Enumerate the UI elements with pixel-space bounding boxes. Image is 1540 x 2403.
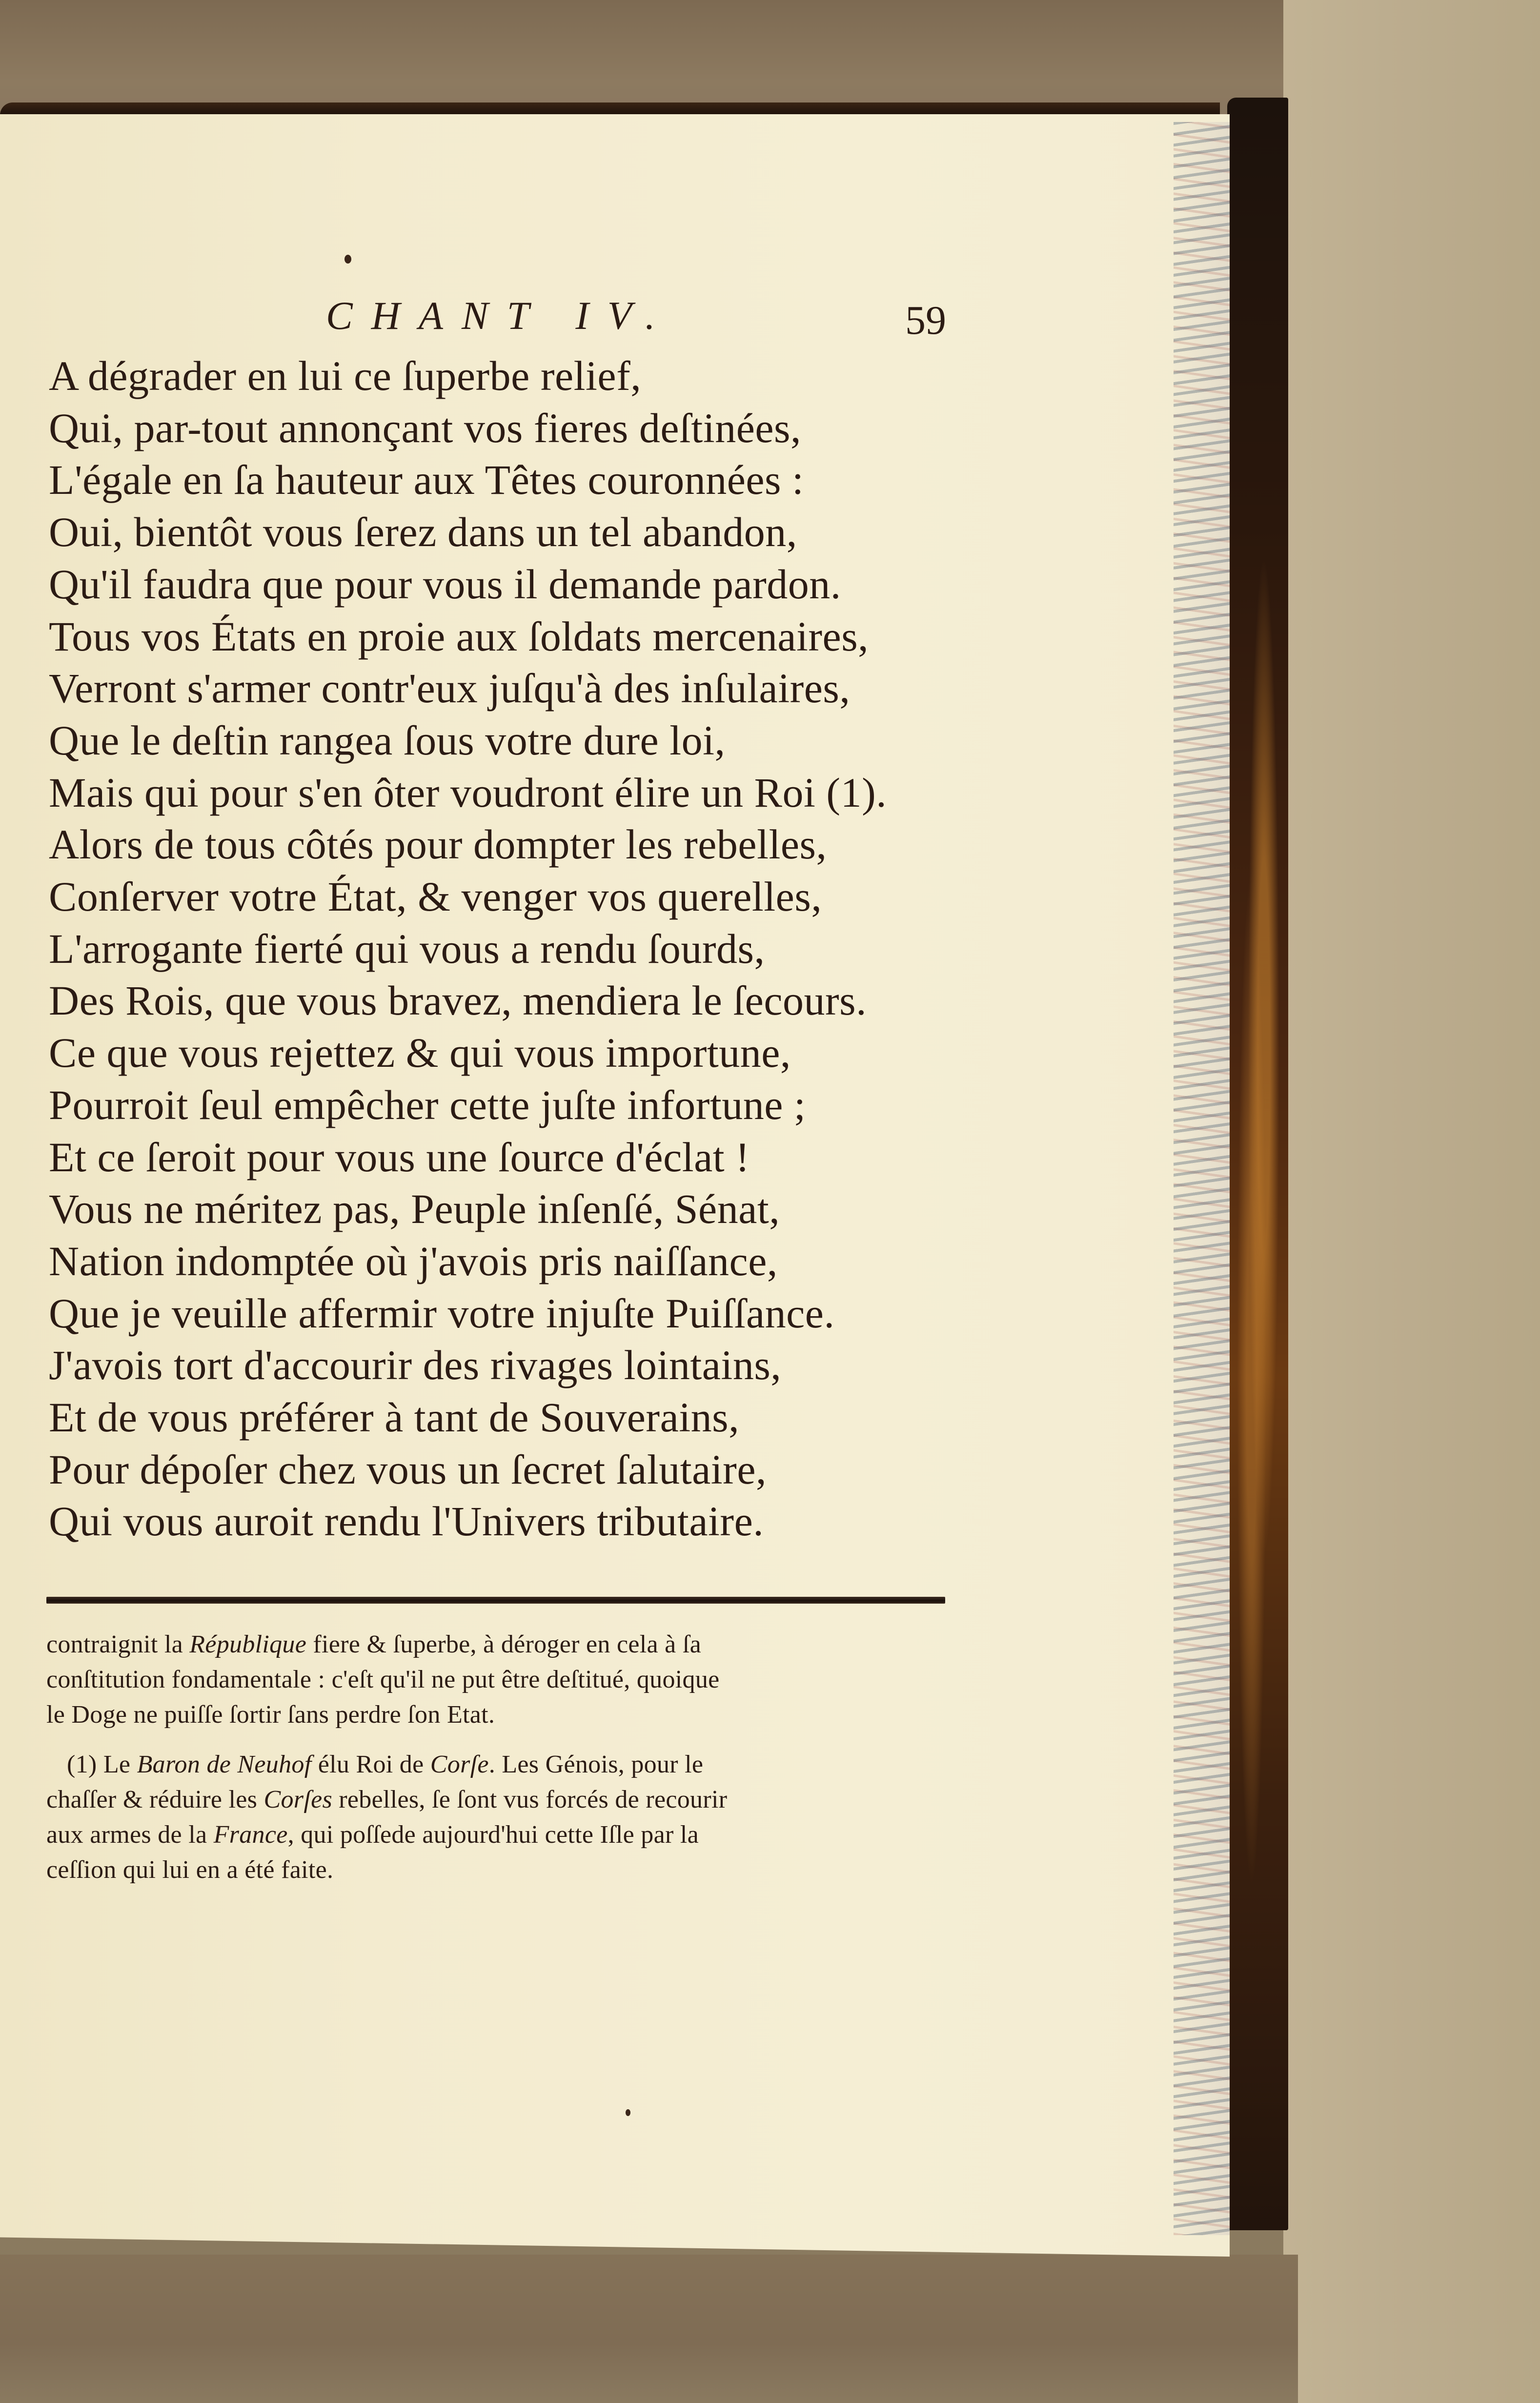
verse-line: Que je veuille affermir votre injuſte Puiſſance. bbox=[49, 1289, 835, 1337]
footnote-1-line bbox=[46, 1785, 727, 1814]
background-right bbox=[1283, 0, 1540, 2403]
verse-line: Verront s'armer contr'eux juſqu'à des inſulaires, bbox=[49, 665, 851, 712]
background-bottom bbox=[0, 2255, 1298, 2403]
verse-line: Vous ne méritez pas, Peuple inſenſé, Sénat, bbox=[49, 1185, 780, 1233]
verse-line: Qui, par-tout annonçant vos fieres deſtinées, bbox=[49, 404, 802, 451]
footnote-text: rebelles, ſe ſont vus forcés de recourir bbox=[332, 1786, 728, 1813]
verse-line: Alors de tous côtés pour dompter les rebelles, bbox=[49, 821, 827, 868]
verse-line: L'arrogante fierté qui vous a rendu ſourds, bbox=[49, 925, 765, 972]
footnote-text: (1) Le bbox=[67, 1751, 137, 1778]
verse-line: Pourroit ſeul empêcher cette juſte infortune ; bbox=[49, 1081, 806, 1128]
verse-line: Et de vous préférer à tant de Souverains, bbox=[49, 1394, 740, 1441]
running-head-title: CHANT IV. bbox=[326, 293, 674, 338]
footnote-italic-term: Baron de Neuhof bbox=[137, 1751, 312, 1778]
verse-line: L'égale en ſa hauteur aux Têtes couronnées : bbox=[49, 456, 804, 504]
footnote-text: . Les Génois, pour le bbox=[488, 1751, 704, 1778]
footnote-text: ceſſion qui lui en a été faite. bbox=[46, 1856, 334, 1884]
footnote-text: contraignit la bbox=[46, 1630, 190, 1658]
verse-line: Qui vous auroit rendu l'Univers tributaire. bbox=[49, 1498, 764, 1545]
verse-line: J'avois tort d'accourir des rivages lointains, bbox=[49, 1342, 782, 1389]
footnote-text: fiere & ſuperbe, à déroger en cela à ſa bbox=[306, 1630, 701, 1658]
footnote-text: chaſſer & réduire les bbox=[46, 1786, 264, 1813]
verse-line: Mais qui pour s'en ôter voudront élire un Roi (1). bbox=[49, 769, 887, 816]
ink-dot bbox=[344, 255, 351, 264]
verse-line: Qu'il faudra que pour vous il demande pardon. bbox=[49, 560, 841, 608]
footnote-1-line bbox=[46, 1820, 699, 1849]
verse-line: Conſerver votre État, & venger vos querelles, bbox=[49, 873, 822, 920]
footnote-rule bbox=[46, 1597, 945, 1604]
footnote-1-line bbox=[46, 1855, 333, 1884]
footnote-text: le Doge ne puiſſe ſortir ſans perdre ſon Etat. bbox=[46, 1701, 495, 1729]
verse-line: Et ce ſeroit pour vous une ſource d'éclat ! bbox=[49, 1133, 750, 1181]
footnote-italic-term: Corſes bbox=[263, 1786, 332, 1813]
footnote-text: élu Roi de bbox=[311, 1751, 430, 1778]
book-cover-edge bbox=[0, 102, 1220, 115]
background-top bbox=[0, 0, 1298, 117]
verse-line: Nation indomptée où j'avois pris naiſſance, bbox=[49, 1237, 778, 1284]
verse-line: Des Rois, que vous bravez, mendiera le ſecours. bbox=[49, 977, 867, 1024]
verse-line: Ce que vous rejettez & qui vous importune, bbox=[49, 1029, 791, 1077]
page-number: 59 bbox=[905, 298, 946, 343]
ink-dot bbox=[626, 2109, 630, 2116]
verse-line: Oui, bientôt vous ſerez dans un tel abandon, bbox=[49, 509, 797, 556]
footnote-italic-term: Corſe bbox=[430, 1751, 489, 1778]
footnote-text: , qui poſſede aujourd'hui cette Iſle par la bbox=[287, 1821, 699, 1849]
verse-line: A dégrader en lui ce ſuperbe relief, bbox=[49, 352, 642, 399]
footnote-text: aux armes de la bbox=[46, 1821, 214, 1849]
footnote-1-line bbox=[67, 1750, 703, 1779]
book-spine bbox=[1227, 98, 1288, 2230]
footnote-text: conſtitution fondamentale : c'eſt qu'il ne put être deſtitué, quoique bbox=[46, 1666, 720, 1693]
verse-line: Que le deſtin rangea ſous votre dure loi, bbox=[49, 716, 726, 764]
footnote-continued-line bbox=[46, 1630, 701, 1659]
footnote-continued-line bbox=[46, 1700, 495, 1729]
footnote-italic-term: France bbox=[213, 1821, 288, 1849]
footnote-italic-term: République bbox=[189, 1630, 307, 1658]
page-fore-edge bbox=[1174, 122, 1230, 2235]
verse-line: Tous vos États en proie aux ſoldats mercenaires, bbox=[49, 612, 869, 660]
verse-line: Pour dépoſer chez vous un ſecret ſalutaire, bbox=[49, 1446, 767, 1493]
footnote-continued-line bbox=[46, 1665, 720, 1694]
